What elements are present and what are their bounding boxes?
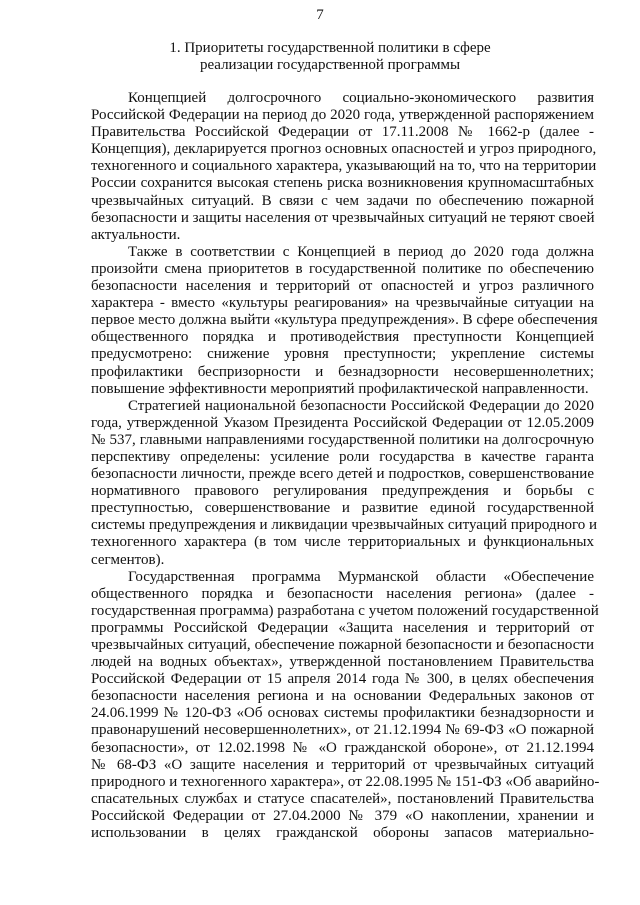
paragraph-line: системы предупреждения и ликвидации чрезвычайных ситуаций природного и — [91, 517, 598, 534]
paragraph — [91, 397, 598, 569]
section-heading-line: реализации государственной программы — [199, 57, 461, 74]
paragraph-line: первое место должна выйти «культура предупреждения». В сфере обеспечения — [91, 312, 598, 329]
page-number: 7 — [316, 7, 324, 23]
paragraph-line: безопасности личности, прежде всего детей и подростков, совершенствование — [91, 466, 594, 483]
paragraph-line: характера - вместо «культуры реагирования» на чрезвычайные ситуации на — [91, 295, 594, 312]
paragraph-line: техногенного и социального характера, указывающий на то, что на территории — [91, 158, 597, 175]
paragraph-line: России сохранится высокая степень риска возникновения крупномасштабных — [91, 175, 594, 192]
paragraph-line: предусмотрено: снижение уровня преступности; укрепление системы — [91, 346, 594, 363]
paragraph — [91, 243, 598, 398]
paragraph-line: актуальности. — [91, 226, 181, 243]
paragraph-line: людей на водных объектах», утвержденной постановлением Правительства — [91, 654, 594, 671]
paragraph-line: года, утвержденной Указом Президента Российской Федерации от 12.05.2009 — [91, 414, 594, 431]
paragraph-line: Российской Федерации от 15 апреля 2014 года № 300, в целях обеспечения — [91, 671, 594, 688]
body-text — [91, 90, 600, 842]
paragraph-line: природного и техногенного характера», от 22.08.1995 № 151-ФЗ «Об аварийно- — [91, 773, 600, 790]
paragraph-line: безопасности и защиты населения от чрезвычайных ситуаций не теряют своей — [91, 209, 595, 226]
paragraph-line: Правительства Российской Федерации от 17.11.2008 № 1662-р (далее - — [91, 124, 594, 141]
paragraph-line: чрезвычайных ситуаций, обеспечение пожарной безопасности и безопасности — [91, 637, 594, 653]
paragraph-line: 24.06.1999 № 120-ФЗ «Об основах системы профилактики безнадзорности и — [91, 705, 594, 722]
paragraph-line: повышение эффективности мероприятий профилактической направленности. — [91, 380, 589, 397]
paragraph — [91, 90, 597, 244]
paragraph-line: Государственная программа Мурманской области «Обеспечение — [128, 568, 594, 585]
paragraph-line: безопасности населения и территорий от опасностей и угроз различного — [91, 278, 594, 295]
paragraph-line: программы Российской Федерации «Защита населения и территорий от — [91, 619, 594, 636]
paragraph-line: произойти смена приоритетов в государственной политике по обеспечению — [91, 260, 594, 277]
paragraph-line: использовании в целях гражданской обороны запасов материально- — [91, 825, 594, 842]
paragraph-line: спасательных службах и статусе спасателей», постановлений Правительства — [91, 790, 594, 807]
paragraph-line: общественного порядка и безопасности населения региона» (далее - — [91, 585, 594, 602]
paragraph-line: перспективу определены: усиление роли государства в качестве гаранта — [91, 448, 594, 465]
paragraph-line: № 68-ФЗ «О защите населения и территорий от чрезвычайных ситуаций — [91, 756, 594, 773]
section-heading-line: 1. Приоритеты государственной политики в сфере — [169, 40, 491, 56]
paragraph-line: Российской Федерации на период до 2020 года, утвержденной распоряжением — [91, 107, 594, 124]
paragraph-line: техногенного характера (в том числе территориальных и функциональных — [91, 534, 594, 551]
paragraph-line: Также в соответствии с Концепцией в период до 2020 года должна — [128, 243, 594, 260]
paragraph-line: чрезвычайных ситуаций. В связи с чем задачи по обеспечению пожарной — [91, 192, 594, 209]
paragraph-line: Концепция), декларируется прогноз основных опасностей и угроз природного, — [91, 141, 597, 158]
paragraph-line: № 537, главными направлениями государственной политики на долгосрочную — [91, 431, 594, 448]
paragraph-line: государственная программа) разработана с учетом положений государственной — [91, 602, 599, 619]
paragraph-line: общественного порядка и противодействия преступности Концепцией — [91, 329, 594, 346]
paragraph-line: правонарушений несовершеннолетних», от 21.12.1994 № 69-ФЗ «О пожарной — [91, 722, 594, 739]
paragraph-line: безопасности населения региона и на основании Федеральных законов от — [91, 688, 594, 705]
paragraph-line: нормативного правового регулирования предупреждения и борьбы с — [91, 483, 594, 500]
paragraph-line: Стратегией национальной безопасности Российской Федерации до 2020 — [128, 397, 594, 414]
paragraph-line: Российской Федерации от 27.04.2000 № 379 «О накоплении, хранении и — [91, 807, 594, 824]
paragraph-line: сегментов). — [91, 551, 165, 568]
paragraph-line: преступностью, совершенствование и развитие единой государственной — [91, 500, 594, 517]
paragraph-line: профилактики беспризорности и безнадзорности несовершеннолетних; — [91, 363, 594, 380]
paragraph-line: Концепцией долгосрочного социально-экономического развития — [128, 90, 594, 106]
paragraph — [91, 568, 600, 843]
paragraph-line: безопасности», от 12.02.1998 № «О гражданской обороне», от 21.12.1994 — [91, 739, 594, 756]
section-heading — [100, 40, 560, 74]
